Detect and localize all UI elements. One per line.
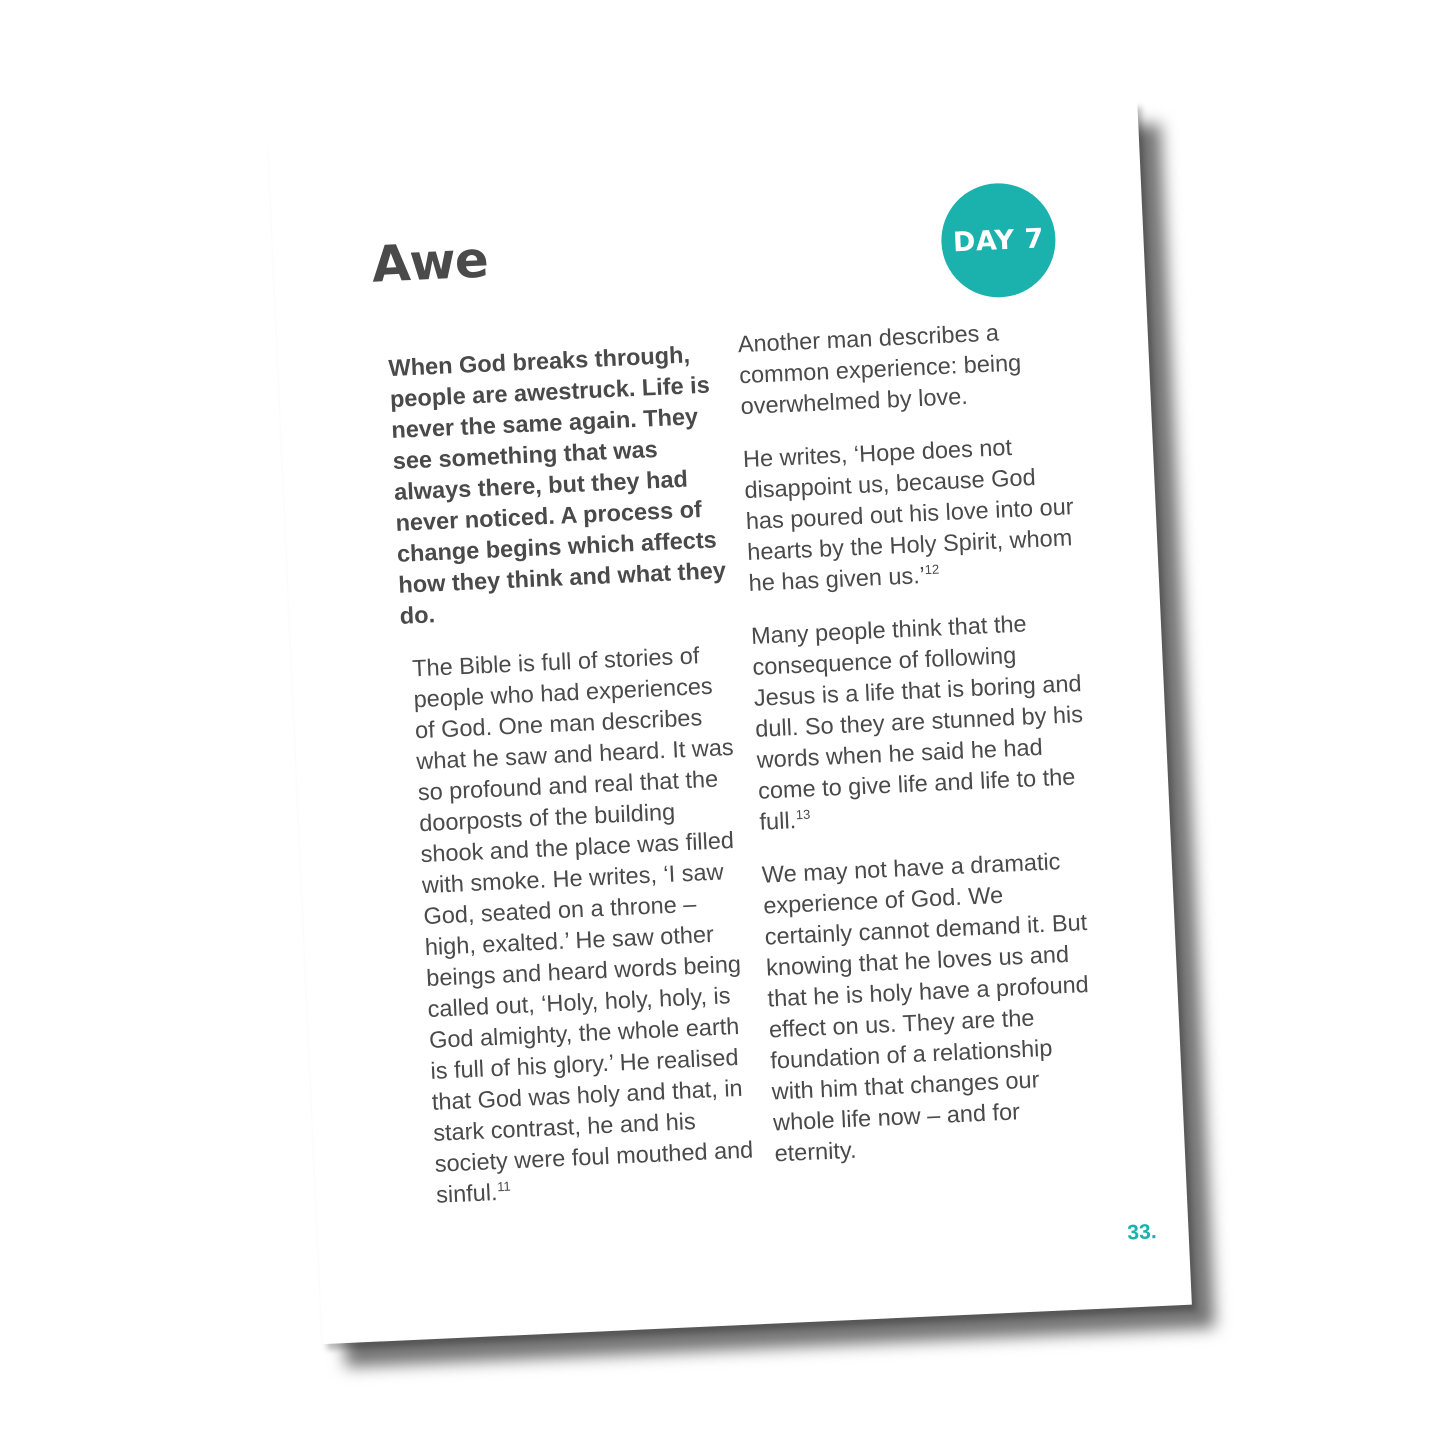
right-column <box>737 314 1106 1191</box>
page-title: Awe <box>370 230 489 294</box>
body-paragraph: We may not have a dramatic experience of God. We certainly cannot demand it. But knowing that he loves us and that he is holy have a profound effect on us. They are the foundation of a relationship with him that changes our whole life now – and for eternity. <box>761 848 1090 1167</box>
body-paragraph <box>402 639 757 1211</box>
footnote-marker: 11 <box>496 1178 512 1195</box>
day-badge-label: DAY 7 <box>952 222 1045 258</box>
footnote-marker: 12 <box>924 561 940 578</box>
paragraph-text: Many people think that the consequence of following Jesus is a life that is boring and dull. So they are stunned by his words when he said he had come to give life and life to the full. <box>750 610 1084 835</box>
day-badge <box>939 181 1058 300</box>
lead-paragraph: When God breaks through, people are awestruck. Life is never the same again. They see something that was always there, but they had never noticed. A process of change begins which affects how they think and what they do. <box>387 341 727 629</box>
left-column <box>388 338 758 1233</box>
paragraph-text: The Bible is full of stories of people who had experiences of God. One man describes what he saw and heard. It was so profound and real that the doorposts of the building shook and the place was filled with smoke. He writes, ‘I saw God, seated on a throne – high, exalted.’ He saw other beings and heard words being called out, ‘Holy, holy, holy, is God almighty, the whole earth is full of his glory.’ He realised that God was holy and that, in stark contrast, he and his society were foul mouthed and sinful. <box>411 642 754 1208</box>
booklet-page <box>268 101 1192 1344</box>
body-paragraph <box>742 429 1079 599</box>
body-paragraph <box>750 606 1090 838</box>
page-number: 33. <box>1126 1220 1158 1245</box>
footnote-marker: 13 <box>795 806 811 823</box>
body-paragraph: Another man describes a common experience: being overwhelmed by love. <box>737 319 1022 420</box>
paragraph-text: He writes, ‘Hope does not disappoint us, because God has poured out his love into our hearts by the Holy Spirit, whom he has given us.’ <box>742 433 1075 596</box>
